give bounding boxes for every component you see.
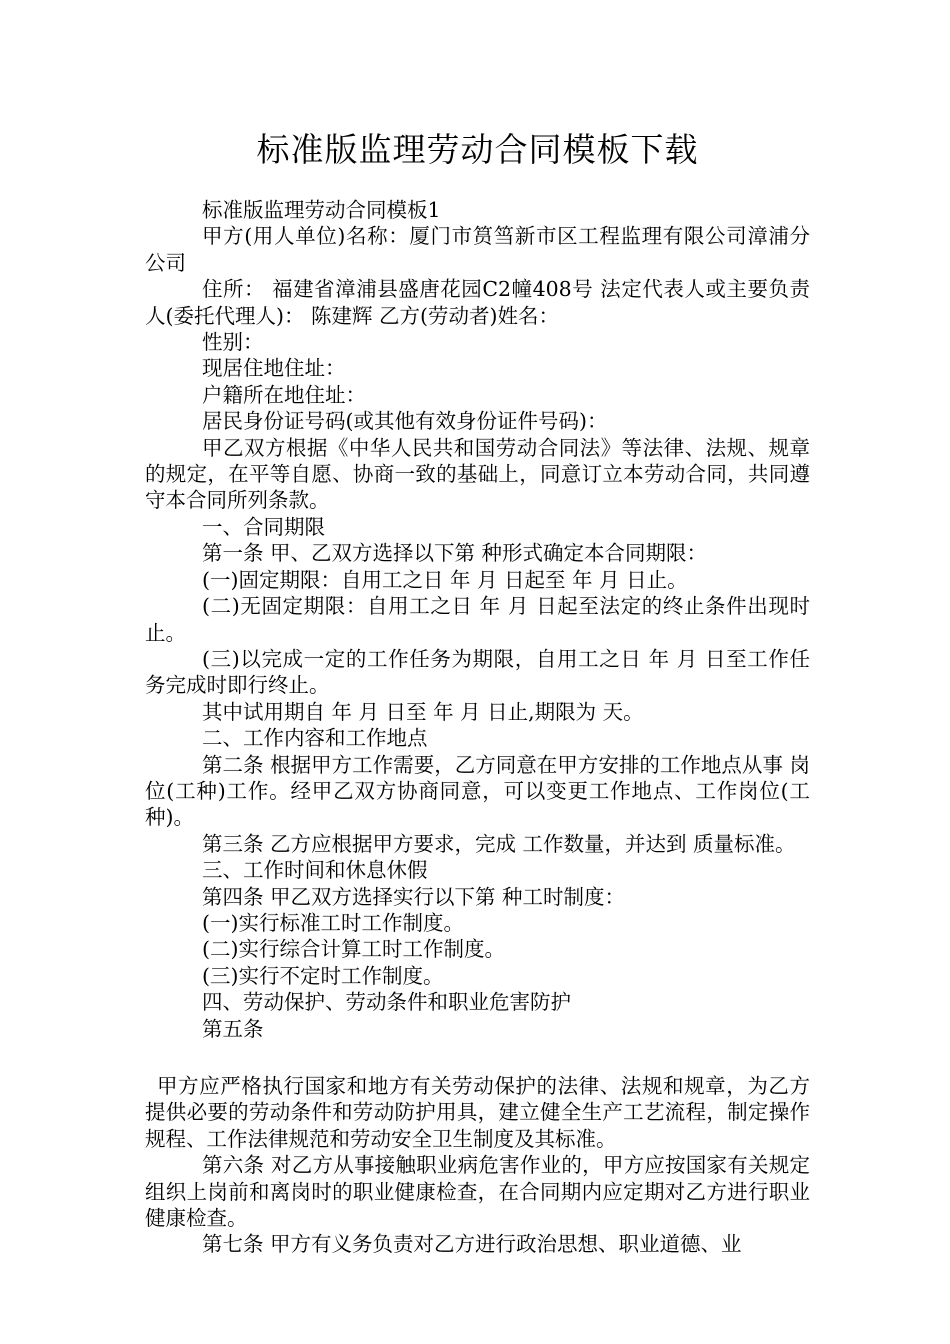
section-heading: 三、工作时间和休息休假 — [202, 858, 428, 883]
section-heading: 二、工作内容和工作地点 — [202, 726, 428, 751]
document-title: 标准版监理劳动合同模板下载 — [256, 130, 699, 169]
section-heading: 一、合同期限 — [202, 514, 325, 539]
document-body — [145, 197, 810, 1258]
paragraph: (一)固定期限：自用工之日 年 月 日起至 年 月 日止。 — [202, 567, 688, 592]
paragraph-gap — [145, 1042, 810, 1073]
paragraph: 第五条 — [202, 1016, 264, 1041]
paragraph: 标准版监理劳动合同模板1 — [202, 198, 441, 222]
paragraph: 第三条 乙方应根据甲方要求，完成 工作数量，并达到 质量标准。 — [202, 831, 796, 856]
paragraph: 第四条 甲乙双方选择实行以下第 种工时制度： — [202, 884, 626, 909]
paragraph: (三)以完成一定的工作任务为期限，自用工之日 年 月 日至工作任务完成时即行终止。 — [145, 646, 810, 698]
paragraph: 甲方(用人单位)名称：厦门市筼筜新市区工程监理有限公司漳浦分公司 — [145, 224, 810, 275]
paragraph: (二)无固定期限：自用工之日 年 月 日起至法定的终止条件出现时止。 — [145, 594, 810, 645]
paragraph: (三)实行不定时工作制度。 — [202, 963, 444, 988]
paragraph: (一)实行标准工时工作制度。 — [202, 910, 464, 935]
paragraph: 第七条 甲方有义务负责对乙方进行政治思想、职业道德、业 — [202, 1232, 742, 1257]
paragraph: 户籍所在地住址： — [202, 382, 366, 407]
paragraph: 第六条 对乙方从事接触职业病危害作业的，甲方应按国家有关规定组织上岗前和离岗时的职业健康检查，在合同期内应定期对乙方进行职业健康检查。 — [145, 1153, 810, 1231]
section-heading: 四、劳动保护、劳动条件和职业危害防护 — [202, 990, 571, 1015]
paragraph: 第一条 甲、乙双方选择以下第 种形式确定本合同期限： — [202, 541, 708, 566]
paragraph: 住所： 福建省漳浦县盛唐花园C2幢408号 法定代表人或主要负责人(委托代理人)： 陈建辉 乙方(劳动者)姓名： — [145, 277, 810, 328]
paragraph: 性别： — [202, 330, 264, 355]
paragraph: 甲乙双方根据《中华人民共和国劳动合同法》等法律、法规、规章的规定，在平等自愿、协商一致的基础上，同意订立本劳动合同，共同遵守本合同所列条款。 — [145, 435, 810, 513]
paragraph: 甲方应严格执行国家和地方有关劳动保护的法律、法规和规章，为乙方提供必要的劳动条件和劳动防护用具，建立健全生产工艺流程，制定操作规程、工作法律规范和劳动安全卫生制度及其标准。 — [145, 1074, 810, 1151]
paragraph: 现居住地住址： — [202, 356, 346, 381]
paragraph: 居民身份证号码(或其他有效身份证件号码)： — [202, 409, 608, 434]
paragraph: 第二条 根据甲方工作需要，乙方同意在甲方安排的工作地点从事 岗位(工种)工作。经甲乙双方协商同意，可以变更工作地点、工作岗位(工种)。 — [145, 752, 810, 830]
paragraph: 其中试用期自 年 月 日至 年 月 日止,期限为 天。 — [202, 699, 644, 724]
paragraph: (二)实行综合计算工时工作制度。 — [202, 937, 505, 962]
